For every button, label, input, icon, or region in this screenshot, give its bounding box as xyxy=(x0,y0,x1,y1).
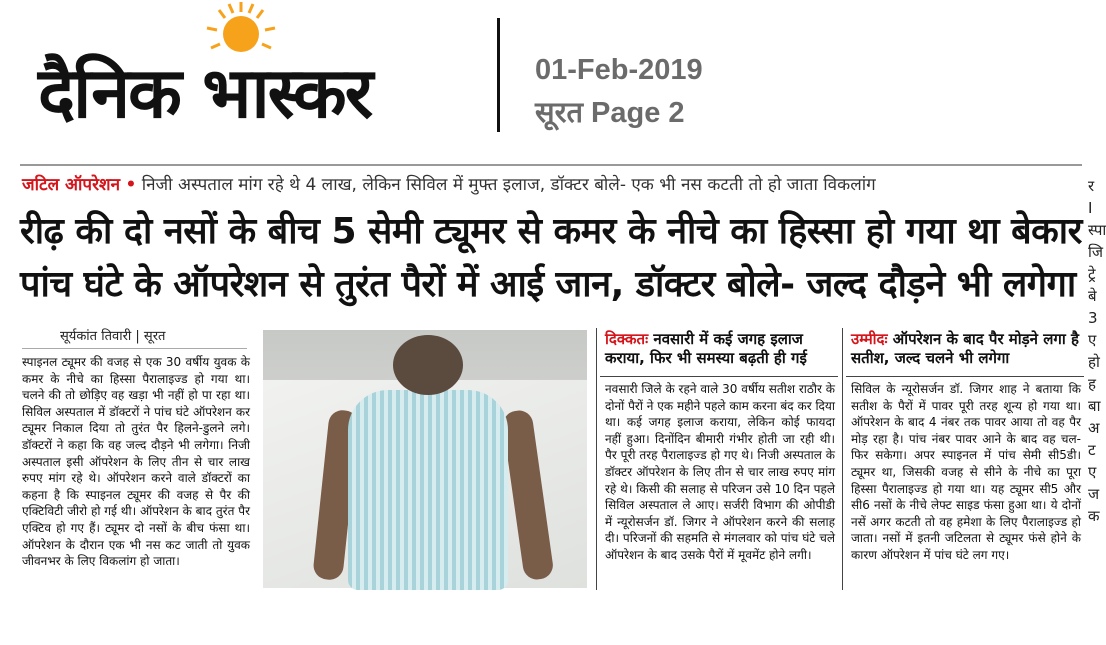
section-3-title: ऑपरेशन के बाद पैर मोड़ने लगा है सतीश, जल्द चलने भी लगेगा xyxy=(851,330,1079,367)
strap-line xyxy=(22,172,876,195)
section-3-heading xyxy=(851,330,1083,368)
section-3-rule xyxy=(846,376,1084,377)
body-column-3: सिविल के न्यूरोसर्जन डॉ. जिगर शाह ने बताया कि सतीश के पैरों में पावर पूरी तरह शून्य हो गया था। ऑपरेशन के बाद 4 नंबर तक पावर आया तो वह पैर मोड़ रहा है। पांच नंबर पावर आने के बाद वह चल-फिर सकेगा। अपर स्पाइनल में पांच सेमी सी5डी। ट्यूमर था, जिसकी वजह से सीने के नीचे का पूरा हिस्सा पैरालाइज्ड हो गया था। यह ट्यूमर सी5 और सी6 नसों के नीचे लेफ्ट साइड फंसा हुआ था। ये दोनों नसें अगर कटती तो वह हमेशा के लिए पैरालाइज्ड हो जाता। नसों में इतनी जटिलता से ट्यूमर फंसे होने के कारण ऑपरेशन में पांच घंटे लग गए। xyxy=(851,382,1081,562)
patient-photo xyxy=(263,330,587,588)
edition-date: 01-Feb-2019 xyxy=(535,54,703,86)
column-rule-1 xyxy=(596,328,597,590)
body-column-1: स्पाइनल ट्यूमर की वजह से एक 30 वर्षीय युवक के कमर के नीचे का हिस्सा पैरालाइज्ड हो गया था। चलने की तो छोड़िए वह खड़ा भी नहीं हो पा रहा था। सिविल अस्पताल में डॉक्टरों ने पांच घंटे ऑपरेशन कर ट्यूमर निकाल दिया तो तुरंत पैर हिलने-डुलने लगे। डॉक्टरों ने कहा कि वह जल्द दौड़ने भी लगेगा। निजी अस्पताल इसी ऑपरेशन के लिए तीन से चार लाख रुपए मांग रहे थे। ऑपरेशन करने वाले डॉक्टरों का कहना है कि स्पाइनल ट्यूमर की वजह से पैर की एक्टिविटी जीरो हो गई थी। ऑपरेशन के बाद तुरंत पैर एक्टिव हो गए हैं। ट्यूमर दो नसों के बीच फंसा था। ऑपरेशन के दौरान एक भी नस कट जाती तो युवक जीवनभर के लिए विकलांग हो जाता। xyxy=(22,355,250,569)
strap-rule xyxy=(20,164,1082,166)
section-3-label: उम्मीदः xyxy=(851,330,888,348)
byline-rule xyxy=(22,348,247,349)
strap-tag: जटिल ऑपरेशन xyxy=(22,175,121,195)
strap-text: निजी अस्पताल मांग रहे थे 4 लाख, लेकिन सिविल में मुफ्त इलाज, डॉक्टर बोले- एक भी नस कटती तो हो जाता विकलांग xyxy=(141,175,876,195)
section-2-rule xyxy=(600,376,838,377)
column-rule-2 xyxy=(842,328,843,590)
photo-gown xyxy=(348,390,508,590)
photo-head xyxy=(393,335,463,395)
masthead-title: दैनिक भास्कर xyxy=(38,52,372,134)
strap-bullet: • xyxy=(125,175,137,195)
section-2-label: दिक्कतः xyxy=(605,330,649,348)
masthead-divider xyxy=(497,18,500,132)
section-2-title: नवसारी में कई जगह इलाज कराया, फिर भी समस्या बढ़ती ही गई xyxy=(605,330,807,367)
section-2-heading xyxy=(605,330,837,368)
body-column-2: नवसारी जिले के रहने वाले 30 वर्षीय सतीश राठौर के दोनों पैरों ने एक महीने पहले काम करना बंद कर दिया था। कई जगह इलाज कराया, लेकिन कोई फायदा नहीं हुआ। दिनोंदिन बीमारी गंभीर होती जा रही थी। पैर पूरी तरह पैरालाइज्ड हो गए थे। निजी अस्पताल के डॉक्टर ऑपरेशन के लिए तीन से चार लाख रुपए मांग रहे थे। किसी की सलाह से परिजन उसे 10 दिन पहले सिविल अस्पताल ले आए। सर्जरी विभाग की ओपीडी में न्यूरोसर्जन डॉ. जिगर ने ऑपरेशन करने की सलाह दी। परिजनों की सहमति से मंगलवार को पांच घंटे चले ऑपरेशन के बाद उसके पैरों में मूवमेंट होने लगी। xyxy=(605,382,835,562)
byline: सूर्यकांत तिवारी | सूरत xyxy=(60,329,166,344)
headline-primary: रीढ़ की दो नसों के बीच 5 सेमी ट्यूमर से कमर के नीचे का हिस्सा हो गया था बेकार xyxy=(20,211,1082,252)
headline-secondary: पांच घंटे के ऑपरेशन से तुरंत पैरों में आई जान, डॉक्टर बोले- जल्द दौड़ने भी लगेगा xyxy=(20,264,1076,305)
adjacent-article-crop: र I स्पा जि ट्रे बे 3 ए हो ह बा अ ट ए ज क xyxy=(1088,177,1106,525)
edition-page: सूरत Page 2 xyxy=(535,97,685,129)
